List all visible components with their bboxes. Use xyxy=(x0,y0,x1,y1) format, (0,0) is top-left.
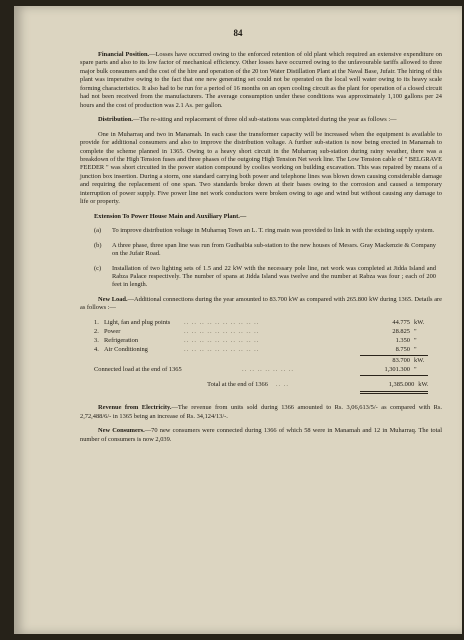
distribution-paragraph-2: One in Muharraq and two in Manamah. In each case the transformer capacity will be increased when the equipment is available to provide for additional consumers and also to improve the distribution voltage. A further sub-station is now being erected in Manamah to complete the scheme planned in 1365. Owing to a heavy short circuit in the Muharraq sub-station during rainy weather, there was a breakdown of the High Tension fuses and three phases of the outgoing High Tension Net work line. The Low Tension cable of " BELGRAVE FEEDER " was short circuited in the power station compound by coolies working on building excavation. This was repaired by means of a junction box insertion. During a storm, one standard carrying both power and telephone lines was blown down causing considerable damage and requiring the replacement of one span. Two standards broke down at their bases owing to the corrosion and caused a temporary interruption of power supply. Five power line net work conductors were broken owing to age and wind but without causing any damage to life or property. xyxy=(80,130,442,206)
row-unit: " xyxy=(414,346,417,354)
total-double-rule xyxy=(360,391,428,395)
financial-heading: Financial Position. xyxy=(98,51,150,58)
row-number: 2. xyxy=(94,328,99,336)
item-label: (c) xyxy=(94,264,102,272)
leader-dots: .. .. .. .. .. .. .. .. .. .. xyxy=(184,346,260,354)
financial-paragraph xyxy=(80,51,442,110)
extension-item xyxy=(94,227,442,235)
row-value: 1.350 xyxy=(395,337,410,345)
load-table xyxy=(94,319,442,395)
extension-item xyxy=(94,265,442,290)
revenue-paragraph xyxy=(80,404,442,421)
row-label: Light, fan and plug points xyxy=(104,319,171,327)
row-number: 1. xyxy=(94,319,99,327)
distribution-paragraph xyxy=(80,116,442,124)
load-row xyxy=(94,346,442,355)
row-label: Refrigeration xyxy=(104,337,139,345)
load-row xyxy=(94,328,442,337)
total-label: Total at the end of 1366 xyxy=(207,381,268,389)
item-label: (a) xyxy=(94,227,102,235)
row-label: Air Conditioning xyxy=(104,346,148,354)
sum-rule xyxy=(360,375,428,377)
row-number: 3. xyxy=(94,337,99,345)
connected-label: Connected load at the end of 1365 xyxy=(94,366,182,374)
extension-item xyxy=(94,242,442,259)
item-text: A three phase, three span line was run from Gudhaibia sub-station to the new houses of Messrs. Gray Mackenzie & Company on the Jufair Road. xyxy=(112,241,436,258)
row-number: 4. xyxy=(94,346,99,354)
load-row xyxy=(94,319,442,328)
item-label: (b) xyxy=(94,241,102,249)
consumers-paragraph xyxy=(80,427,442,444)
subtotal-row xyxy=(94,357,442,366)
page-number: 84 xyxy=(233,28,243,38)
page-body xyxy=(80,51,442,450)
leader-dots: .. .. .. .. .. .. .. xyxy=(242,366,294,374)
leader-dots: .. .. .. .. .. .. .. .. .. .. xyxy=(184,328,260,336)
document-page xyxy=(14,6,462,634)
new-load-heading: New Load. xyxy=(98,295,128,303)
item-text: Installation of two lighting sets of 1.5 and 22 kW with the necessary pole line, net work was completed at Jidda Island and Rabza Palace respectively. The number of spans at Jidda Island was twelve and the number at Rabza was four ; each of 200 feet in length. xyxy=(112,264,436,289)
leader-dots: .. .. .. .. .. .. .. .. .. .. xyxy=(184,337,260,345)
consumers-heading: New Consumers. xyxy=(98,427,145,435)
row-unit: kW. xyxy=(414,319,425,327)
connected-row xyxy=(94,366,442,375)
extension-heading: Extension To Power House Main and Auxiliary Plant.— xyxy=(94,212,247,220)
item-text: To improve distribution voltage in Muharraq Town an L. T. ring main was provided to link in with the existing supply system. xyxy=(112,227,435,235)
revenue-text: —The revenue from units sold during 1366 amounted to Rs. 3,06,613/5/- as compared with Rs. 2,72,488/6/- in 1365 being an increase of Rs. 34,124/13/-. xyxy=(80,404,442,420)
connected-unit: " xyxy=(414,366,417,374)
revenue-heading: Revenue from Electricity. xyxy=(98,404,172,412)
total-row xyxy=(94,381,442,390)
new-load-text: —Additional connections during the year amounted to 83.700 kW as compared with 265.800 kW during 1365. Details are as follows :— xyxy=(80,295,442,312)
financial-text: —Losses have occurred owing to the enforced retention of old plant which required an extensive expenditure on spare parts and also to its low factor of mechanical efficiency. Other losses have occurred owing to the unfavourable tariffs allowed to three major bulk consumers and the cost of the hire and operation of the 20 ton Water Distillation Plant at the Naval Base, Jufair. The hiring of this plant was imperative owing to the fact that one new generating set could not be operated on the local well water owing to its heavy scale forming characteristics. It also had to be run for a period of 16 months on an open cooling circuit as the plant for operation of a closed circuit had not been received from the manufacturers. The average consumption under these conditions was approximately 1,100 gallons per 24 hours and the cost of production was 2.1 As. per gallon. xyxy=(80,51,443,109)
distribution-text: —The re-siting and replacement of three old sub-stations was completed during the year as follows :— xyxy=(132,116,397,124)
distribution-heading: Distribution. xyxy=(98,116,133,124)
row-unit: " xyxy=(414,337,417,345)
row-label: Power xyxy=(104,328,121,336)
total-unit: kW. xyxy=(418,381,429,389)
leader-dots: .. .. .. .. .. .. .. .. .. .. xyxy=(184,319,260,327)
row-value: 44.775 xyxy=(392,319,410,327)
row-unit: " xyxy=(414,328,417,336)
connected-value: 1,301.300 xyxy=(384,366,410,374)
total-value: 1,385.000 xyxy=(388,381,415,389)
load-row xyxy=(94,337,442,346)
subtotal-unit: kW. xyxy=(414,357,425,365)
new-load-paragraph xyxy=(80,296,442,313)
row-value: 8.750 xyxy=(395,346,410,354)
leader-dots: .. .. xyxy=(275,381,289,389)
subtotal-value: 83.700 xyxy=(392,357,410,365)
consumers-text: —70 new consumers were connected during 1366 of which 58 were in Manamah and 12 in Muharraq. The total number of consumers is now 2,039. xyxy=(80,427,443,443)
row-value: 28.825 xyxy=(392,328,410,336)
